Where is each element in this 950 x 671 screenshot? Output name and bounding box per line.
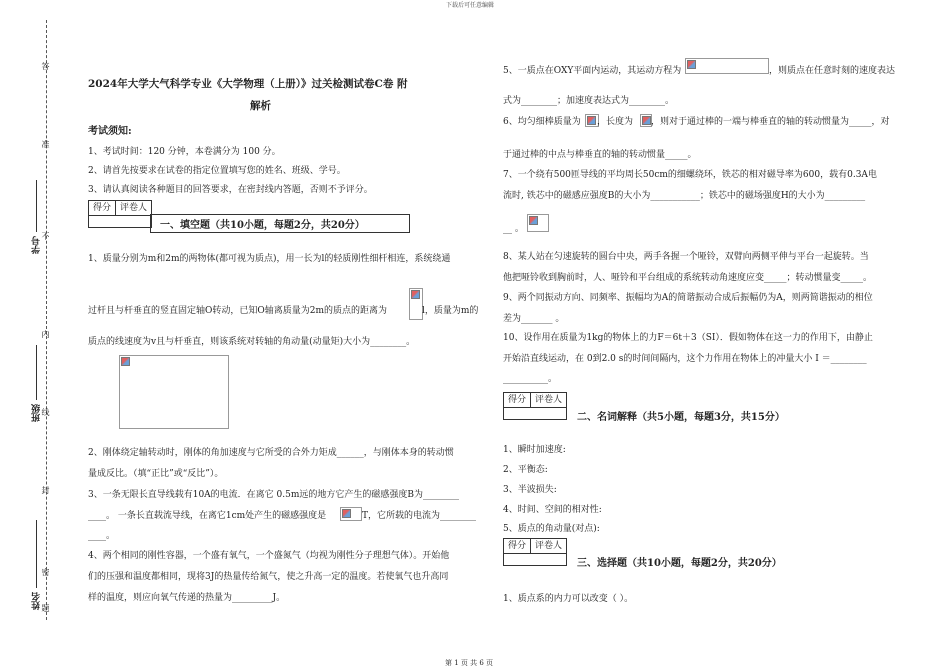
q3-line: ____。	[88, 531, 116, 541]
page-number: 第 1 页 共 6 页	[445, 659, 494, 667]
class-label: 班级	[32, 404, 42, 422]
seal-char: 密	[41, 568, 50, 576]
q10-line: 10、设作用在质量为1kg的物体上的力F＝6t＋3（SI）．假如物体在这一力的作用下，由静止	[503, 333, 873, 343]
score-cell: 得分	[89, 201, 116, 215]
seal-char: 线	[41, 408, 50, 416]
notice-item: 3、请认真阅读各种题目的回答要求，在密封线内答题，否则不予评分。	[88, 185, 373, 195]
grader-cell: 评卷人	[535, 541, 563, 551]
class-field[interactable]	[36, 345, 37, 400]
q6-line: ，长度为	[597, 117, 634, 127]
section-title-fill-in: 一、填空题（共10小题，每题2分，共20分）	[160, 220, 365, 231]
seal-line	[46, 20, 47, 620]
term-item: 2、平衡态:	[503, 465, 548, 475]
term-item: 3、半波损失:	[503, 485, 557, 495]
doc-title-cont: 解析	[250, 100, 271, 112]
q6-line: ，则对于通过棒的一端与棒垂直的轴的转动惯量为_____，对	[651, 117, 890, 127]
q8-line: 他把哑铃收到胸前时，人、哑铃和平台组成的系统转动角速度应变_____；转动惯量变_____。	[503, 273, 873, 283]
header-note: 下载后可任意编辑	[446, 2, 495, 9]
q6-line: 于通过棒的中点与棒垂直的轴的转动惯量_____。	[503, 150, 697, 160]
q1-line: 1、质量分别为m和2m的两物体(都可视为质点)，用一长为l的轻质刚性细杆相连，系统绕通	[88, 254, 451, 264]
diagram-image	[119, 355, 229, 429]
score-cell: 得分	[504, 393, 531, 407]
formula-image	[527, 214, 549, 232]
q4-line: 们的压强和温度都相同，现将3J的热量传给氮气，使之升高一定的温度。若使氧气也升高同	[88, 572, 449, 582]
section-title-terms: 二、名词解释（共5小题，每题3分，共15分）	[577, 412, 785, 423]
doc-title: 2024年大学大气科学专业《大学物理（上册）》过关检测试卷C卷 附	[88, 78, 408, 90]
student-id-field[interactable]	[36, 180, 37, 232]
formula-image	[340, 507, 362, 521]
q5-line: 5、一质点在OXY平面内运动，其运动方程为	[503, 66, 682, 76]
seal-char: 封	[41, 486, 50, 494]
score-box	[503, 392, 567, 408]
q7-line: 流时, 铁芯中的磁感应强度B的大小为___________；铁芯中的磁场强度H的大小为_________	[503, 191, 866, 201]
seal-char: 答	[41, 62, 50, 70]
q9-line: 差为_______ 。	[503, 314, 565, 324]
term-item: 4、时间、空间的相对性:	[503, 505, 602, 515]
notice-item: 1、考试时间：120 分钟，本卷满分为 100 分。	[88, 147, 281, 157]
q5-line: 式为________；加速度表达式为________。	[503, 96, 675, 106]
q3-line: T，它所载的电流为________	[362, 511, 477, 521]
q8-line: 8、某人站在匀速旋转的圆台中央，两手各握一个哑铃，双臂向两侧平伸与平台一起旋转。当	[503, 252, 869, 262]
seal-char: 题	[41, 604, 50, 612]
section-title-frame	[150, 214, 410, 233]
term-item: 5、质点的角动量(对点):	[503, 524, 600, 534]
score-box	[503, 538, 567, 554]
seal-char: 不	[41, 232, 50, 240]
score-cell: 得分	[504, 539, 531, 553]
q4-line: 4、两个相同的刚性容器，一个盛有氧气，一个盛氮气（均视为刚性分子理想气体）。开始他	[88, 551, 450, 561]
formula-image	[685, 58, 769, 74]
formula-image	[409, 288, 423, 320]
name-label: 姓名	[32, 592, 42, 610]
name-field[interactable]	[36, 520, 37, 588]
score-entry[interactable]	[88, 215, 152, 228]
score-box	[88, 200, 152, 216]
notice-title: 考试须知:	[88, 126, 132, 137]
q5-line: ，则质点在任意时刻的速度表达	[769, 66, 896, 76]
q3-line: 3、一条无限长直导线载有10A的电流．在离它 0.5m远的地方它产生的磁感强度B为________	[88, 490, 460, 500]
notice-item: 2、请首先按要求在试卷的指定位置填写您的姓名、班级、学号。	[88, 166, 346, 176]
section-title-choice: 三、选择题（共10小题，每题2分，共20分）	[577, 558, 782, 569]
choice-item: 1、质点系的内力可以改变（ ）。	[503, 594, 634, 604]
q10-line: 开始沿直线运动，在 0到2.0 s的时间间隔内，这个力作用在物体上的冲量大小 I ＝________	[503, 354, 867, 364]
q10-line: __________。	[503, 374, 558, 384]
student-id-label: 学号	[32, 236, 42, 254]
q2-line: 2、刚体绕定轴转动时，刚体的角加速度与它所受的合外力矩成______，与刚体本身的转动惯	[88, 448, 454, 458]
score-entry[interactable]	[503, 407, 567, 420]
q1-line: 质点的线速度为v且与杆垂直，则该系统对转轴的角动量(动量矩)大小为________。	[88, 337, 416, 347]
grader-cell: 评卷人	[535, 395, 563, 405]
seal-char: 准	[41, 140, 50, 148]
seal-char: 内	[41, 330, 50, 338]
q3-line: ____。 一条长直载流导线，在离它1cm处产生的磁感强度是	[88, 511, 327, 521]
grader-cell: 评卷人	[120, 203, 148, 213]
term-item: 1、瞬时加速度:	[503, 445, 566, 455]
q6-line: 6、均匀细棒质量为	[503, 117, 581, 127]
q1-line: 过杆且与杆垂直的竖直固定轴O转动，已知O轴离质量为2m的质点的距离为	[88, 306, 388, 316]
score-entry[interactable]	[503, 553, 567, 566]
q1-line: l，质量为m的	[422, 306, 479, 316]
q9-line: 9、两个同振动方向、同频率、振幅均为A的简谐振动合成后振幅仍为A，则两简谐振动的相位	[503, 293, 873, 303]
q4-line: 样的温度，则应向氧气传递的热量为_________J。	[88, 593, 286, 603]
q2-line: 量成反比。（填“正比”或“反比”）。	[88, 469, 224, 479]
q7-line: __ 。	[503, 224, 524, 234]
q7-line: 7、一个绕有500匝导线的平均周长50cm的细螺绕环，铁芯的相对磁导率为600，载有0.3A电	[503, 170, 877, 180]
